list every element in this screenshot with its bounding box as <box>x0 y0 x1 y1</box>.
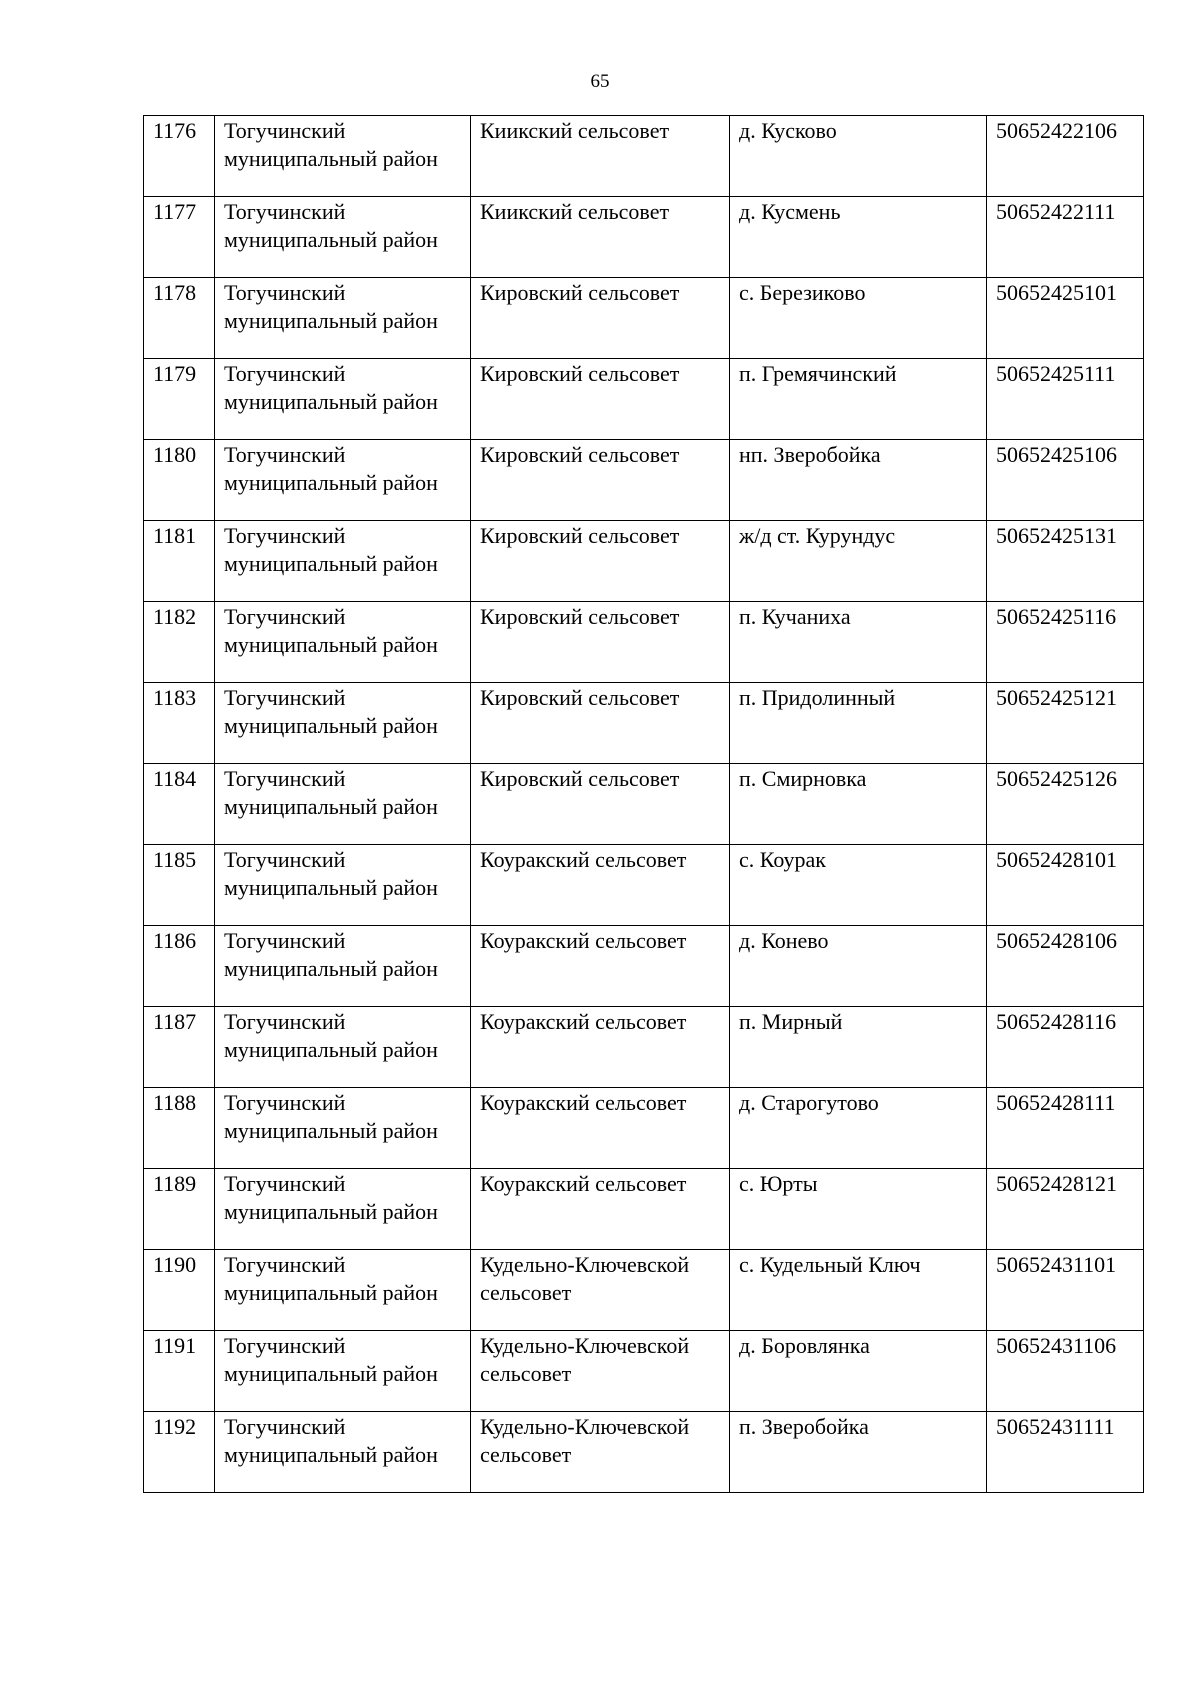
row-number-cell: 1190 <box>144 1250 215 1331</box>
council-cell: Коуракский сельсовет <box>471 926 730 1007</box>
council-cell: Кудельно-Ключевской сельсовет <box>471 1412 730 1493</box>
district-cell: Тогучинский муниципальный район <box>215 116 471 197</box>
row-number-cell: 1184 <box>144 764 215 845</box>
council-cell: Кировский сельсовет <box>471 764 730 845</box>
table-row <box>144 602 1144 683</box>
settlement-cell: п. Гремячинский <box>730 359 987 440</box>
settlement-cell: д. Конево <box>730 926 987 1007</box>
code-cell: 50652431106 <box>987 1331 1144 1412</box>
district-cell: Тогучинский муниципальный район <box>215 1169 471 1250</box>
code-cell: 50652425116 <box>987 602 1144 683</box>
settlement-cell: ж/д ст. Курундус <box>730 521 987 602</box>
table-row <box>144 1007 1144 1088</box>
code-cell: 50652425126 <box>987 764 1144 845</box>
district-cell: Тогучинский муниципальный район <box>215 440 471 521</box>
code-cell: 50652431111 <box>987 1412 1144 1493</box>
district-cell: Тогучинский муниципальный район <box>215 1250 471 1331</box>
row-number-cell: 1179 <box>144 359 215 440</box>
code-cell: 50652425101 <box>987 278 1144 359</box>
district-cell: Тогучинский муниципальный район <box>215 197 471 278</box>
settlement-cell: д. Кусково <box>730 116 987 197</box>
code-cell: 50652428111 <box>987 1088 1144 1169</box>
council-cell: Киикский сельсовет <box>471 116 730 197</box>
table-row <box>144 845 1144 926</box>
table-body <box>144 116 1144 1493</box>
district-cell: Тогучинский муниципальный район <box>215 845 471 926</box>
district-cell: Тогучинский муниципальный район <box>215 683 471 764</box>
row-number-cell: 1178 <box>144 278 215 359</box>
table-row <box>144 764 1144 845</box>
row-number-cell: 1187 <box>144 1007 215 1088</box>
settlement-cell: п. Зверобойка <box>730 1412 987 1493</box>
settlement-cell: с. Коурак <box>730 845 987 926</box>
council-cell: Кировский сельсовет <box>471 683 730 764</box>
district-cell: Тогучинский муниципальный район <box>215 764 471 845</box>
council-cell: Кировский сельсовет <box>471 602 730 683</box>
settlement-cell: с. Юрты <box>730 1169 987 1250</box>
settlement-cell: с. Березиково <box>730 278 987 359</box>
district-cell: Тогучинский муниципальный район <box>215 359 471 440</box>
settlements-table <box>143 115 1144 1493</box>
council-cell: Коуракский сельсовет <box>471 845 730 926</box>
table-row <box>144 926 1144 1007</box>
table-row <box>144 683 1144 764</box>
table-row <box>144 440 1144 521</box>
district-cell: Тогучинский муниципальный район <box>215 602 471 683</box>
code-cell: 50652422106 <box>987 116 1144 197</box>
table-row <box>144 1412 1144 1493</box>
council-cell: Кудельно-Ключевской сельсовет <box>471 1250 730 1331</box>
council-cell: Кировский сельсовет <box>471 359 730 440</box>
table-row <box>144 197 1144 278</box>
row-number-cell: 1181 <box>144 521 215 602</box>
row-number-cell: 1177 <box>144 197 215 278</box>
settlement-cell: п. Придолинный <box>730 683 987 764</box>
row-number-cell: 1182 <box>144 602 215 683</box>
district-cell: Тогучинский муниципальный район <box>215 1007 471 1088</box>
council-cell: Кировский сельсовет <box>471 278 730 359</box>
row-number-cell: 1180 <box>144 440 215 521</box>
settlement-cell: д. Боровлянка <box>730 1331 987 1412</box>
code-cell: 50652425106 <box>987 440 1144 521</box>
council-cell: Коуракский сельсовет <box>471 1007 730 1088</box>
code-cell: 50652425121 <box>987 683 1144 764</box>
table-row <box>144 278 1144 359</box>
row-number-cell: 1176 <box>144 116 215 197</box>
page-number: 65 <box>590 71 610 92</box>
council-cell: Коуракский сельсовет <box>471 1169 730 1250</box>
row-number-cell: 1188 <box>144 1088 215 1169</box>
settlement-cell: д. Кусмень <box>730 197 987 278</box>
council-cell: Кировский сельсовет <box>471 440 730 521</box>
row-number-cell: 1189 <box>144 1169 215 1250</box>
table-row <box>144 1169 1144 1250</box>
row-number-cell: 1185 <box>144 845 215 926</box>
table-row <box>144 521 1144 602</box>
code-cell: 50652425131 <box>987 521 1144 602</box>
council-cell: Кудельно-Ключевской сельсовет <box>471 1331 730 1412</box>
code-cell: 50652428106 <box>987 926 1144 1007</box>
table-row <box>144 116 1144 197</box>
settlement-cell: с. Кудельный Ключ <box>730 1250 987 1331</box>
district-cell: Тогучинский муниципальный район <box>215 278 471 359</box>
table-row <box>144 1088 1144 1169</box>
table-row <box>144 1331 1144 1412</box>
district-cell: Тогучинский муниципальный район <box>215 1331 471 1412</box>
row-number-cell: 1186 <box>144 926 215 1007</box>
code-cell: 50652428116 <box>987 1007 1144 1088</box>
council-cell: Кировский сельсовет <box>471 521 730 602</box>
code-cell: 50652431101 <box>987 1250 1144 1331</box>
district-cell: Тогучинский муниципальный район <box>215 1412 471 1493</box>
row-number-cell: 1183 <box>144 683 215 764</box>
district-cell: Тогучинский муниципальный район <box>215 926 471 1007</box>
settlement-cell: п. Смирновка <box>730 764 987 845</box>
district-cell: Тогучинский муниципальный район <box>215 1088 471 1169</box>
code-cell: 50652422111 <box>987 197 1144 278</box>
settlement-cell: нп. Зверобойка <box>730 440 987 521</box>
row-number-cell: 1192 <box>144 1412 215 1493</box>
table-row <box>144 1250 1144 1331</box>
settlement-cell: п. Кучаниха <box>730 602 987 683</box>
table-row <box>144 359 1144 440</box>
code-cell: 50652425111 <box>987 359 1144 440</box>
settlement-cell: п. Мирный <box>730 1007 987 1088</box>
code-cell: 50652428121 <box>987 1169 1144 1250</box>
settlement-cell: д. Старогутово <box>730 1088 987 1169</box>
district-cell: Тогучинский муниципальный район <box>215 521 471 602</box>
row-number-cell: 1191 <box>144 1331 215 1412</box>
code-cell: 50652428101 <box>987 845 1144 926</box>
council-cell: Коуракский сельсовет <box>471 1088 730 1169</box>
council-cell: Киикский сельсовет <box>471 197 730 278</box>
